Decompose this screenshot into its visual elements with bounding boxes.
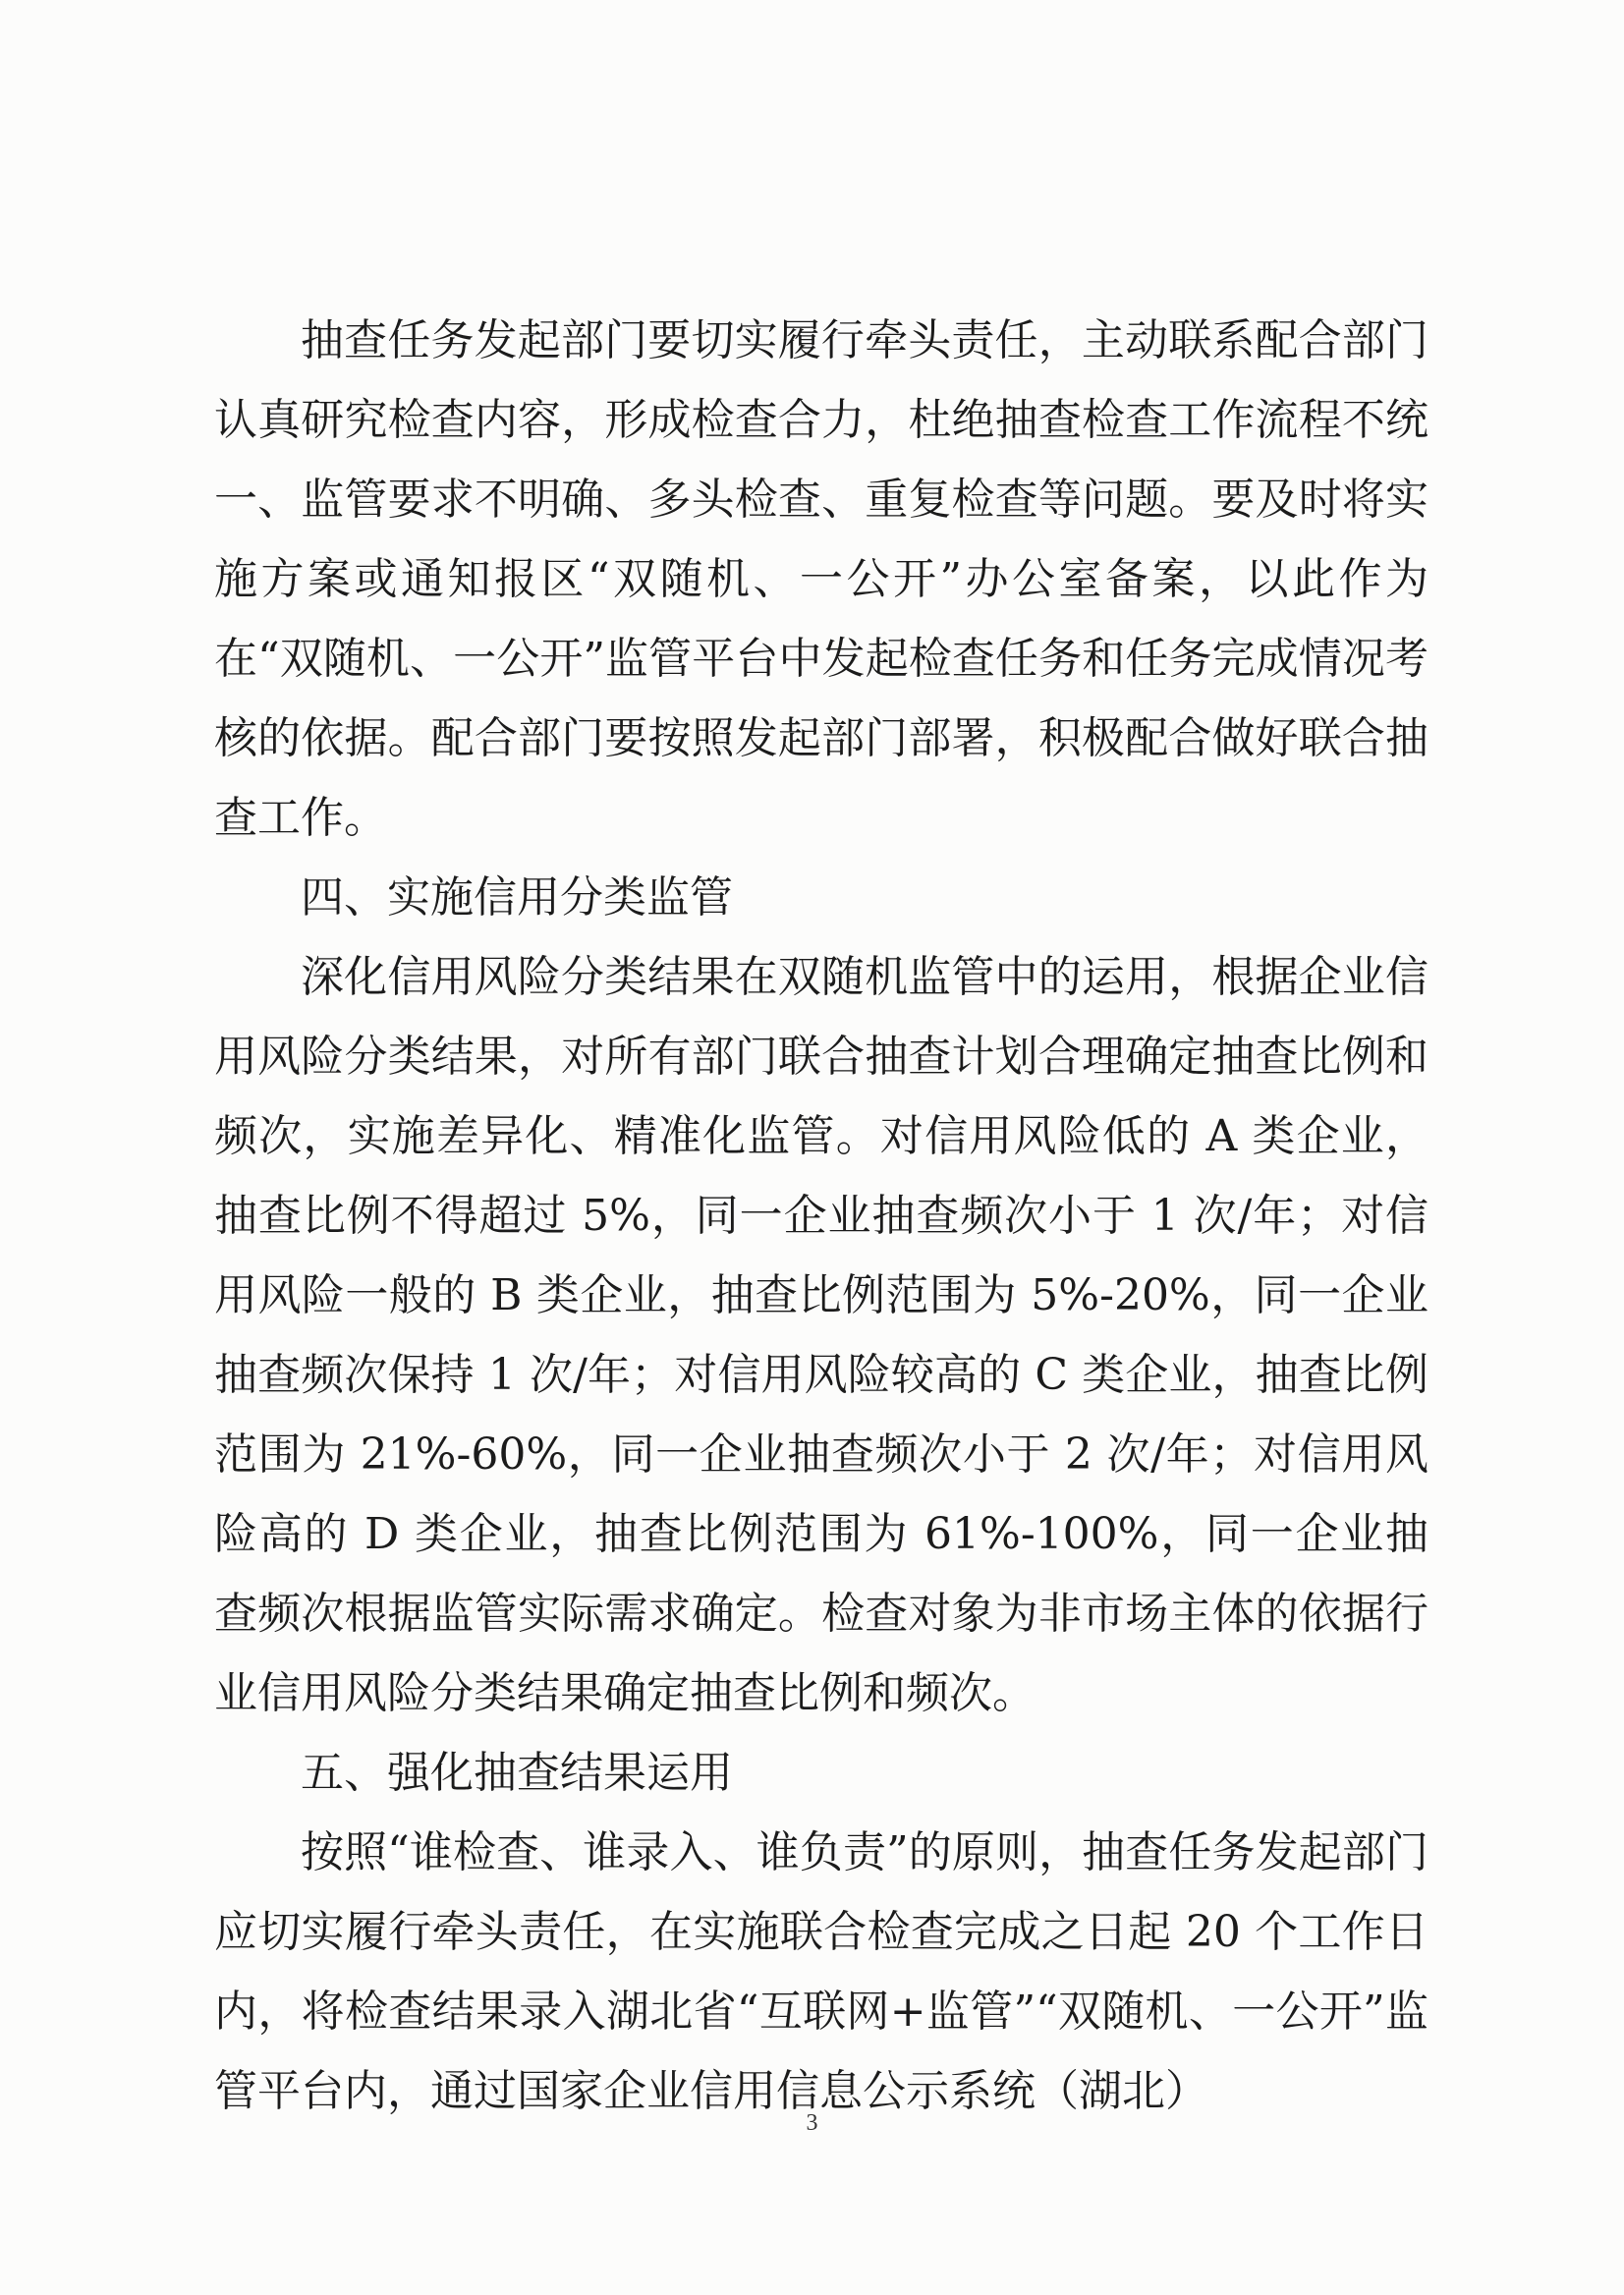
paragraph-credit-classification: 深化信用风险分类结果在双随机监管中的运用，根据企业信用风险分类结果，对所有部门联合抽查计划合理确定抽查比例和频次，实施差异化、精准化监管。对信用风险低的 A 类企业，抽查比例不得超过 5%，同一企业抽查频次小于 1 次/年；对信用风险一般的 B 类企业，抽查比例范围为 5%-20%，同一企业抽查频次保持 1 次/年；对信用风险较高的 C 类企业，抽查比例范围为 21%-60%，同一企业抽查频次小于 2 次/年；对信用风险高的 D 类企业，抽查比例范围为 61%-100%，同一企业抽查频次根据监管实际需求确定。检查对象为非市场主体的依据行业信用风险分类结果确定抽查比例和频次。 <box>214 952 1428 1718</box>
heading-credit-classification: 四、实施信用分类监管 <box>301 872 733 923</box>
paragraph-result-usage: 按照“谁检查、谁录入、谁负责”的原则，抽查任务发起部门应切实履行牵头责任，在实施联合检查完成之日起 20 个工作日内，将检查结果录入湖北省“互联网+监管”“双随机、一公开”监管平台内，通过国家企业信用信息公示系统（湖北） <box>214 1827 1428 2116</box>
heading-result-usage: 五、强化抽查结果运用 <box>301 1748 733 1798</box>
document-body <box>214 301 1428 2131</box>
page-number: 3 <box>806 2110 818 2136</box>
paragraph-joint-inspection: 抽查任务发起部门要切实履行牵头责任，主动联系配合部门认真研究检查内容，形成检查合力，杜绝抽查检查工作流程不统一、监管要求不明确、多头检查、重复检查等问题。要及时将实施方案或通知报区“双随机、一公开”办公室备案，以此作为在“双随机、一公开”监管平台中发起检查任务和任务完成情况考核的依据。配合部门要按照发起部门部署，积极配合做好联合抽查工作。 <box>214 315 1428 843</box>
